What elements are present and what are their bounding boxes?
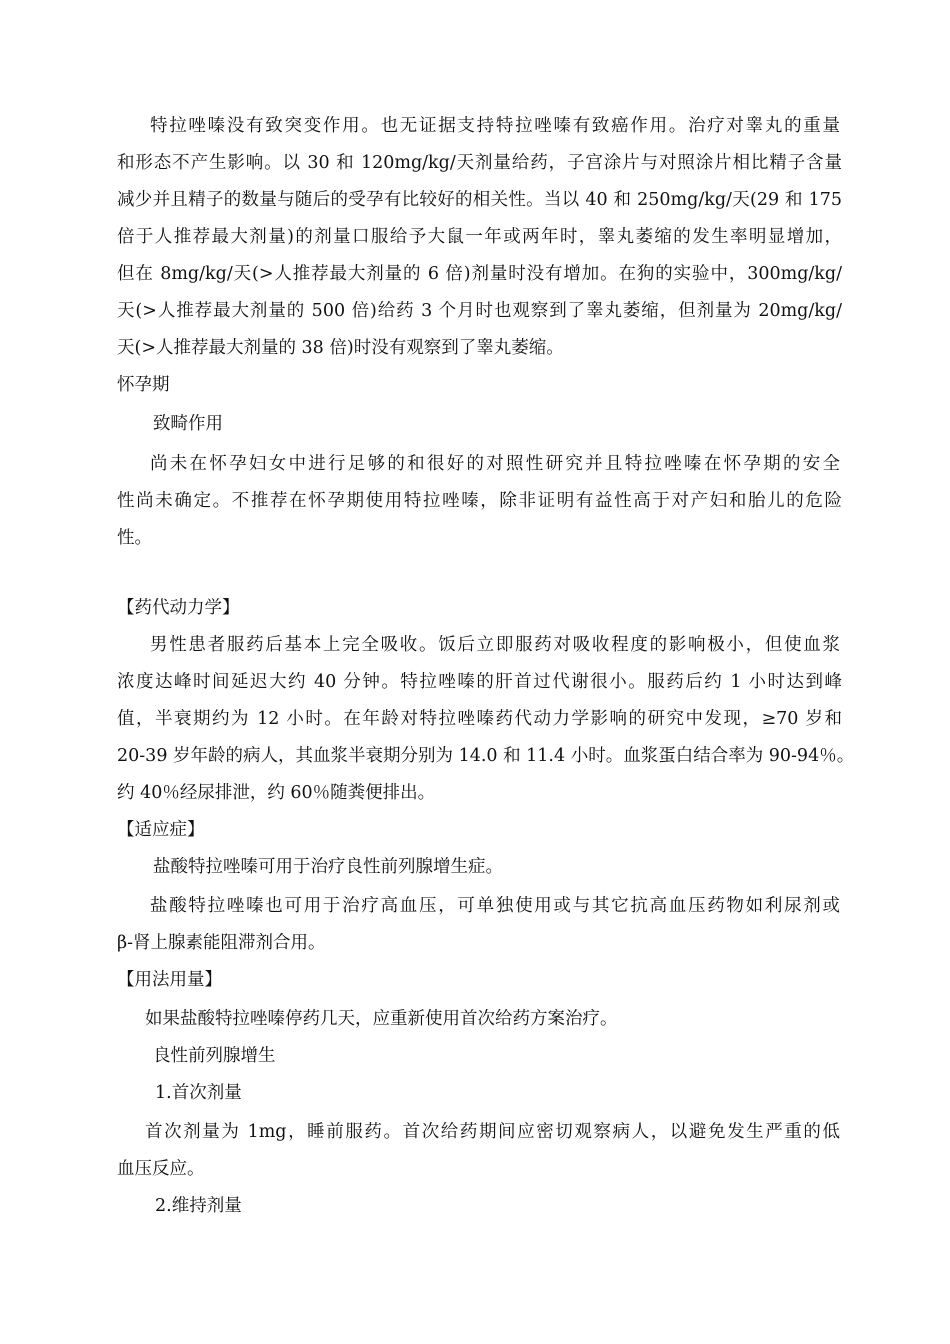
subsection-heading: 2.维持剂量 — [155, 1196, 242, 1216]
paragraph-line: 浓度达峰时间延迟大约 40 分钟。特拉唑嗪的肝首过代谢很小。服药后约 1 小时达到峰 — [117, 672, 842, 692]
paragraph-line: 20-39 岁年龄的病人，其血浆半衰期分别为 14.0 和 11.4 小时。血浆蛋白结合率为 90-94％。 — [117, 746, 855, 766]
paragraph-line: 盐酸特拉唑嗪也可用于治疗高血压，可单独使用或与其它抗高血压药物如利尿剂或 — [150, 896, 840, 916]
paragraph-line: 性尚未确定。不推荐在怀孕期使用特拉唑嗪，除非证明有益性高于对产妇和胎儿的危险 — [117, 491, 842, 511]
paragraph-line: 天(>人推荐最大剂量的 500 倍)给药 3 个月时也观察到了睾丸萎缩，但剂量为 20mg/kg/ — [117, 301, 842, 321]
section-heading: 怀孕期 — [117, 375, 170, 395]
subsection-heading: 良性前列腺增生 — [153, 1046, 276, 1066]
paragraph-line: 性。 — [117, 528, 152, 548]
paragraph-line: 如果盐酸特拉唑嗪停药几天，应重新使用首次给药方案治疗。 — [145, 1009, 618, 1029]
paragraph-line: 特拉唑嗪没有致突变作用。也无证据支持特拉唑嗪有致癌作用。治疗对睾丸的重量 — [150, 116, 840, 136]
paragraph-line: 天(>人推荐最大剂量的 38 倍)时没有观察到了睾丸萎缩。 — [117, 338, 564, 358]
paragraph-line: 血压反应。 — [117, 1159, 205, 1179]
paragraph-line: 减少并且精子的数量与随后的受孕有比较好的相关性。当以 40 和 250mg/kg/天(29 和 175 — [117, 190, 842, 210]
subsection-heading: 致畸作用 — [153, 414, 223, 434]
paragraph-line: 值，半衰期约为 12 小时。在年龄对特拉唑嗪药代动力学影响的研究中发现，≥70 岁和 — [117, 709, 842, 729]
paragraph-line: 盐酸特拉唑嗪可用于治疗良性前列腺增生症。 — [153, 857, 503, 877]
paragraph-line: 首次剂量为 1mg，睡前服药。首次给药期间应密切观察病人，以避免发生严重的低 — [145, 1122, 840, 1142]
paragraph-line: β-肾上腺素能阻滞剂合用。 — [117, 933, 326, 953]
section-heading: 【适应症】 — [117, 820, 205, 840]
paragraph-line: 和形态不产生影响。以 30 和 120mg/kg/天剂量给药，子宫涂片与对照涂片相比精子含量 — [117, 153, 842, 173]
paragraph-line: 倍于人推荐最大剂量)的剂量口服给予大鼠一年或两年时，睾丸萎缩的发生率明显增加， — [117, 227, 842, 247]
subsection-heading: 1.首次剂量 — [155, 1083, 242, 1103]
paragraph-line: 尚未在怀孕妇女中进行足够的和很好的对照性研究并且特拉唑嗪在怀孕期的安全 — [150, 454, 840, 474]
section-heading: 【用法用量】 — [117, 970, 222, 990]
paragraph-line: 但在 8mg/kg/天(>人推荐最大剂量的 6 倍)剂量时没有增加。在狗的实验中，300mg/kg/ — [117, 264, 842, 284]
paragraph-line: 男性患者服药后基本上完全吸收。饭后立即服药对吸收程度的影响极小，但使血浆 — [150, 635, 840, 655]
paragraph-line: 约 40％经尿排泄，约 60％随粪便排出。 — [117, 783, 436, 803]
section-heading: 【药代动力学】 — [117, 598, 240, 618]
